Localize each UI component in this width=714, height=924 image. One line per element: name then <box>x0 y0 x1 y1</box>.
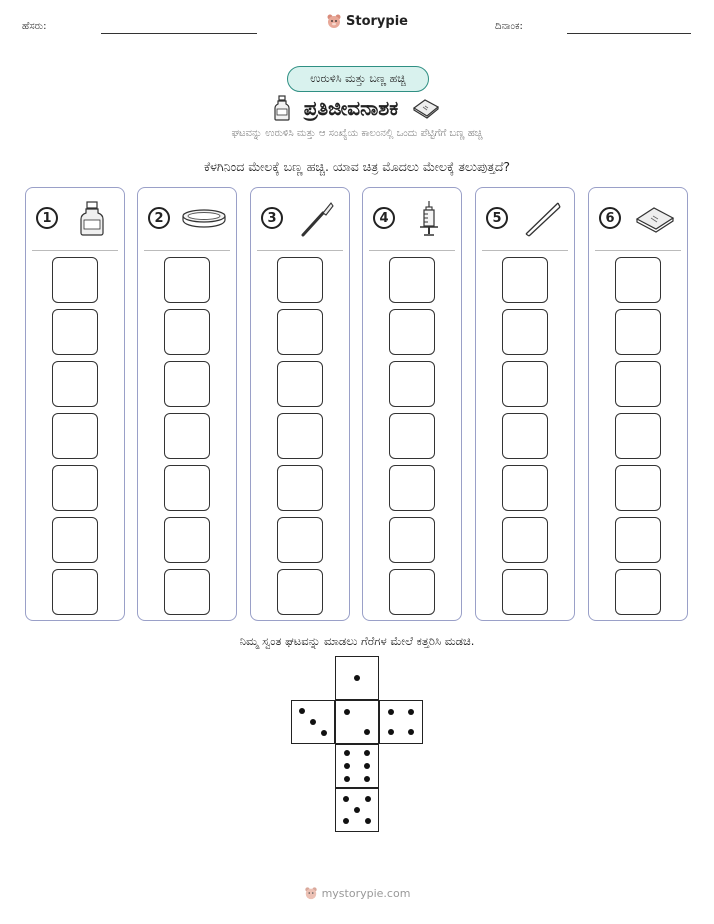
bear-icon <box>326 13 342 29</box>
column-3 <box>250 187 350 621</box>
die-face-3 <box>291 700 335 744</box>
color-box[interactable] <box>389 517 435 563</box>
name-label: ಹೆಸರು: <box>22 21 47 32</box>
die-pip <box>388 709 394 715</box>
die-pip <box>408 709 414 715</box>
column-divider <box>32 250 118 251</box>
color-box[interactable] <box>389 465 435 511</box>
color-box[interactable] <box>52 569 98 615</box>
column-header <box>26 188 124 250</box>
die-pip <box>343 818 349 824</box>
activity-pill: ಉರುಳಿಸಿ ಮತ್ತು ಬಣ್ಣ ಹಚ್ಚಿ <box>287 66 429 92</box>
color-box[interactable] <box>164 413 210 459</box>
color-box[interactable] <box>52 361 98 407</box>
die-pip <box>364 776 370 782</box>
color-box[interactable] <box>164 465 210 511</box>
die-pip <box>408 729 414 735</box>
gauze-pad-icon <box>412 97 440 119</box>
scalpel-icon <box>293 200 341 238</box>
column-divider <box>144 250 230 251</box>
color-box[interactable] <box>389 309 435 355</box>
petri-dish-icon <box>180 200 228 238</box>
color-box[interactable] <box>277 517 323 563</box>
color-box[interactable] <box>502 309 548 355</box>
color-box[interactable] <box>502 517 548 563</box>
color-box[interactable] <box>277 361 323 407</box>
cut-fold-instruction: ನಿಮ್ಮ ಸ್ವಂತ ಘಟವನ್ನು ಮಾಡಲು ಗೆರೆಗಳ ಮೇಲೆ ಕತ್ತರಿಸಿ ಮಡಚಿ. <box>239 634 475 648</box>
color-box[interactable] <box>389 361 435 407</box>
color-box[interactable] <box>164 517 210 563</box>
color-box[interactable] <box>615 309 661 355</box>
die-pip <box>344 709 350 715</box>
column-number: 4 <box>373 207 395 229</box>
column-2 <box>137 187 237 621</box>
column-header <box>138 188 236 250</box>
color-box[interactable] <box>164 257 210 303</box>
column-number: 2 <box>148 207 170 229</box>
die-pip <box>364 750 370 756</box>
color-box[interactable] <box>502 361 548 407</box>
title-text: ಪ್ರತಿಜೀವನಾಶಕ <box>303 96 399 120</box>
color-box[interactable] <box>389 257 435 303</box>
color-box[interactable] <box>615 517 661 563</box>
column-1 <box>25 187 125 621</box>
column-5 <box>475 187 575 621</box>
color-box[interactable] <box>502 569 548 615</box>
footer-url[interactable]: mystorypie.com <box>321 886 411 900</box>
color-box[interactable] <box>277 465 323 511</box>
syringe-icon <box>405 200 453 238</box>
die-face-1 <box>335 656 379 700</box>
color-box[interactable] <box>389 413 435 459</box>
color-box[interactable] <box>502 257 548 303</box>
tweezers-icon <box>518 200 566 238</box>
color-box[interactable] <box>615 465 661 511</box>
die-pip <box>354 807 360 813</box>
color-box[interactable] <box>502 413 548 459</box>
die-pip <box>388 729 394 735</box>
medicine-bottle-icon <box>68 200 116 238</box>
die-pip <box>364 763 370 769</box>
color-box[interactable] <box>615 413 661 459</box>
die-pip <box>344 776 350 782</box>
column-header <box>363 188 461 250</box>
die-face-6 <box>335 744 379 788</box>
color-box[interactable] <box>164 361 210 407</box>
subtitle: ಘಟವನ್ನು ಉರುಳಿಸಿ ಮತ್ತು ಆ ಸಂಖ್ಯೆಯ ಕಾಲಂನಲ್ಲಿ ಒಂದು ಪೆಟ್ಟಿಗೆಗೆ ಬಣ್ಣ ಹಚ್ಚಿ <box>231 128 483 139</box>
color-box[interactable] <box>615 257 661 303</box>
name-line[interactable] <box>101 33 257 34</box>
column-divider <box>369 250 455 251</box>
color-box[interactable] <box>615 569 661 615</box>
column-6 <box>588 187 688 621</box>
column-number: 1 <box>36 207 58 229</box>
brand-logo <box>326 13 408 29</box>
color-box[interactable] <box>502 465 548 511</box>
die-pip <box>364 729 370 735</box>
date-line[interactable] <box>567 33 691 34</box>
die-face-2 <box>335 700 379 744</box>
die-pip <box>299 708 305 714</box>
die-pip <box>343 796 349 802</box>
date-label: ದಿನಾಂಕ: <box>495 21 523 32</box>
color-box[interactable] <box>277 309 323 355</box>
die-face-5 <box>335 788 379 832</box>
column-divider <box>595 250 681 251</box>
question: ಕೆಳಗಿನಿಂದ ಮೇಲಕ್ಕೆ ಬಣ್ಣ ಹಚ್ಚಿ. ಯಾವ ಚಿತ್ರ ಮೊದಲು ಮೇಲಕ್ಕೆ ತಲುಪುತ್ತದೆ? <box>203 159 511 174</box>
footer <box>0 886 714 903</box>
brand-name: Storypie <box>346 13 408 29</box>
gauze-pad-icon <box>631 200 679 238</box>
column-header <box>251 188 349 250</box>
column-number: 3 <box>261 207 283 229</box>
die-pip <box>344 750 350 756</box>
die-face-4 <box>379 700 423 744</box>
die-pip <box>354 675 360 681</box>
die-pip <box>321 730 327 736</box>
column-number: 6 <box>599 207 621 229</box>
die-pip <box>344 763 350 769</box>
page-title <box>0 95 714 126</box>
color-box[interactable] <box>277 569 323 615</box>
column-header <box>476 188 574 250</box>
color-box[interactable] <box>277 257 323 303</box>
color-box[interactable] <box>52 465 98 511</box>
color-box[interactable] <box>52 309 98 355</box>
column-4 <box>362 187 462 621</box>
color-box[interactable] <box>389 569 435 615</box>
column-header <box>589 188 687 250</box>
column-divider <box>482 250 568 251</box>
color-box[interactable] <box>164 309 210 355</box>
color-box[interactable] <box>164 569 210 615</box>
die-pip <box>365 818 371 824</box>
color-box[interactable] <box>277 413 323 459</box>
column-number: 5 <box>486 207 508 229</box>
color-box[interactable] <box>52 257 98 303</box>
color-box[interactable] <box>615 361 661 407</box>
die-pip <box>310 719 316 725</box>
color-box[interactable] <box>52 413 98 459</box>
bear-icon <box>304 886 318 900</box>
color-box[interactable] <box>52 517 98 563</box>
die-pip <box>365 796 371 802</box>
column-divider <box>257 250 343 251</box>
medicine-bottle-icon <box>274 95 290 121</box>
